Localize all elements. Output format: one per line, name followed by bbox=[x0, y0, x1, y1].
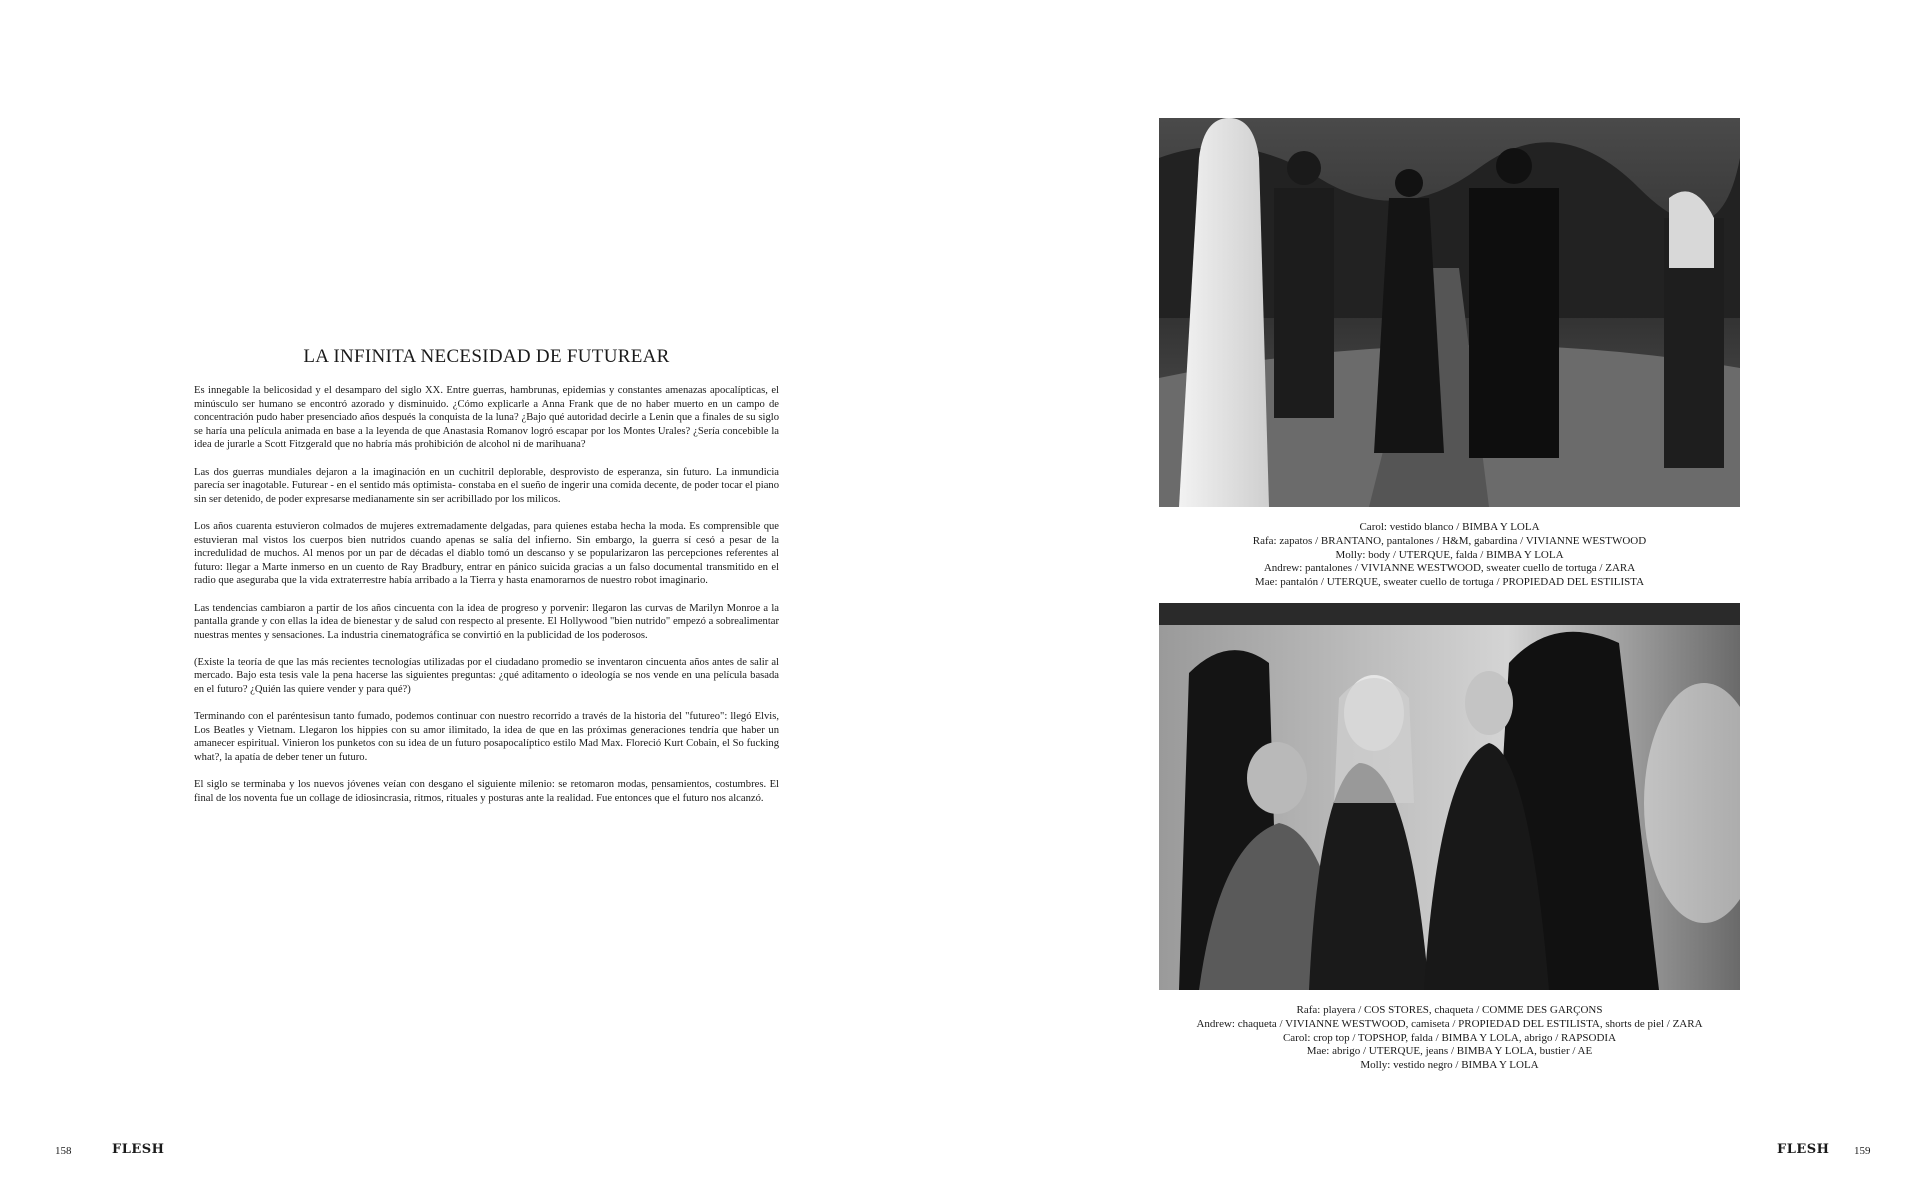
photo-railway-walk bbox=[1159, 118, 1740, 507]
photo-group-portrait bbox=[1159, 603, 1740, 990]
photo-railway-walk-image bbox=[1159, 118, 1740, 507]
caption-line: Rafa: zapatos / BRANTANO, pantalones / H&M, gabardina / VIVIANNE WESTWOOD bbox=[1252, 534, 1647, 547]
article-paragraph-6: Terminando con el paréntesisun tanto fumado, podemos continuar con nuestro recorrido a través de la historia del "futureo": llegó Elvis, Los Beatles y Vietnam. Llegaron los hippies con su amor ilimitado, la idea de que en las próximas generaciones tendría que haber un amanecer espiritual. Vinieron los punketos con su idea de un futuro posapocalíptico estilo Mad Max. Floreció Kurt Cobain, el So fucking what?, la apatía de deber tener un futuro. bbox=[194, 711, 779, 764]
caption-photo-1 bbox=[1159, 521, 1740, 590]
photo-group-portrait-image bbox=[1159, 603, 1740, 990]
article-paragraph-7: El siglo se terminaba y los nuevos jóvenes veían con desgano el siguiente milenio: se retomaron modas, pensamientos, costumbres. El final de los noventa fue un collage de idiosincrasia, ritmos, rituales y posturas ante la realidad. Fue entonces que el futuro nos alcanzó. bbox=[194, 779, 779, 804]
brand-logo-left: FLESH bbox=[112, 1142, 165, 1157]
article-paragraph-2: Las dos guerras mundiales dejaron a la imaginación en un cuchitril deplorable, desprovisto de esperanza, sin futuro. La inmundicia parecía ser inagotable. Futurear - en el sentido más optimista- constaba en el sueño de ingerir una comida decente, de poder tocar el piano sin ser detenido, de poder expresarse medianamente sin ser acribillado por los milicos. bbox=[194, 466, 779, 505]
caption-line: Rafa: playera / COS STORES, chaqueta / COMME DES GARÇONS bbox=[1296, 1004, 1603, 1016]
caption-line: Molly: body / UTERQUE, falda / BIMBA Y LOLA bbox=[1335, 548, 1564, 561]
article bbox=[194, 346, 779, 819]
page-number-left: 158 bbox=[55, 1145, 72, 1157]
article-paragraph-5: (Existe la teoría de que las más recientes tecnologías utilizadas por el ciudadano promedio se inventaron cincuenta años antes de salir al mercado. Bajo esta tesis vale la pena hacerse las siguientes preguntas: ¿qué aditamento o ideología se nos vende en una película basada en el futuro? ¿Quién las quiere vender y para qué?) bbox=[194, 656, 779, 696]
caption-line: Andrew: chaqueta / VIVIANNE WESTWOOD, camiseta / PROPIEDAD DEL ESTILISTA, shorts de piel / ZARA bbox=[1196, 1017, 1703, 1030]
caption-line: Mae: pantalón / UTERQUE, sweater cuello de tortuga / PROPIEDAD DEL ESTILISTA bbox=[1254, 576, 1645, 589]
caption-line: Molly: vestido negro / BIMBA Y LOLA bbox=[1360, 1059, 1539, 1072]
caption-line: Andrew: pantalones / VIVIANNE WESTWOOD, sweater cuello de tortuga / ZARA bbox=[1263, 562, 1636, 575]
caption-line: Carol: crop top / TOPSHOP, falda / BIMBA Y LOLA, abrigo / RAPSODIA bbox=[1282, 1031, 1617, 1044]
brand-logo-right: FLESH bbox=[1777, 1142, 1830, 1157]
article-paragraph-1: Es innegable la belicosidad y el desamparo del siglo XX. Entre guerras, hambrunas, epidemias y constantes amenazas apocalípticas, el minúsculo ser humano se encontró azorado y disminuido. ¿Cómo explicarle a Anna Frank que de no haber muerto en un campo de concentración pudo haber presenciado años después la conquista de la luna? ¿Bajo qué autoridad decirle a Lenin que a finales de su siglo se haría una película animada en base a la leyenda de que Anastasia Romanov logró escapar por los Montes Urales? ¿Sería concebible la idea de jurarle a Scott Fitzgerald que no habría más prohibición de alcohol ni de marihuana? bbox=[194, 385, 779, 451]
article-paragraph-4: Las tendencias cambiaron a partir de los años cincuenta con la idea de progreso y porvenir: llegaron las curvas de Marilyn Monroe a la pantalla grande y con ellas la idea de bienestar y de salud con respecto al presente. El Hollywood "bien nutrido" empezó a sobrealimentar nuestras mentes y sensaciones. La industria cinematográfica se convirtió en la publicidad de los poderosos. bbox=[194, 602, 779, 641]
page-number-right: 159 bbox=[1854, 1145, 1871, 1157]
caption-line: Carol: vestido blanco / BIMBA Y LOLA bbox=[1359, 521, 1540, 533]
article-paragraph-3: Los años cuarenta estuvieron colmados de mujeres extremadamente delgadas, para quienes estaba hecha la moda. Es comprensible que estuvieran mal vistos los cuerpos bien nutridos cuando apenas se salía del infierno. Sin embargo, la guerra sí cesó a pesar de la incredulidad de muchos. Al menos por un par de décadas el diablo tomó un descanso y se popularizaron las percepciones referentes al futuro: llegar a Marte inmerso en un cuento de Ray Bradbury, entrar en pánico suicida gracias a un falso documental transmitido en el radio que aseguraba que la vida extraterrestre había arribado a la Tierra y hasta enamorarnos de nuestro robot imaginario. bbox=[194, 520, 779, 587]
caption-photo-2 bbox=[1159, 1004, 1740, 1073]
article-headline: LA INFINITA NECESIDAD DE FUTUREAR bbox=[303, 346, 670, 367]
caption-line: Mae: abrigo / UTERQUE, jeans / BIMBA Y LOLA, bustier / AE bbox=[1306, 1045, 1593, 1058]
